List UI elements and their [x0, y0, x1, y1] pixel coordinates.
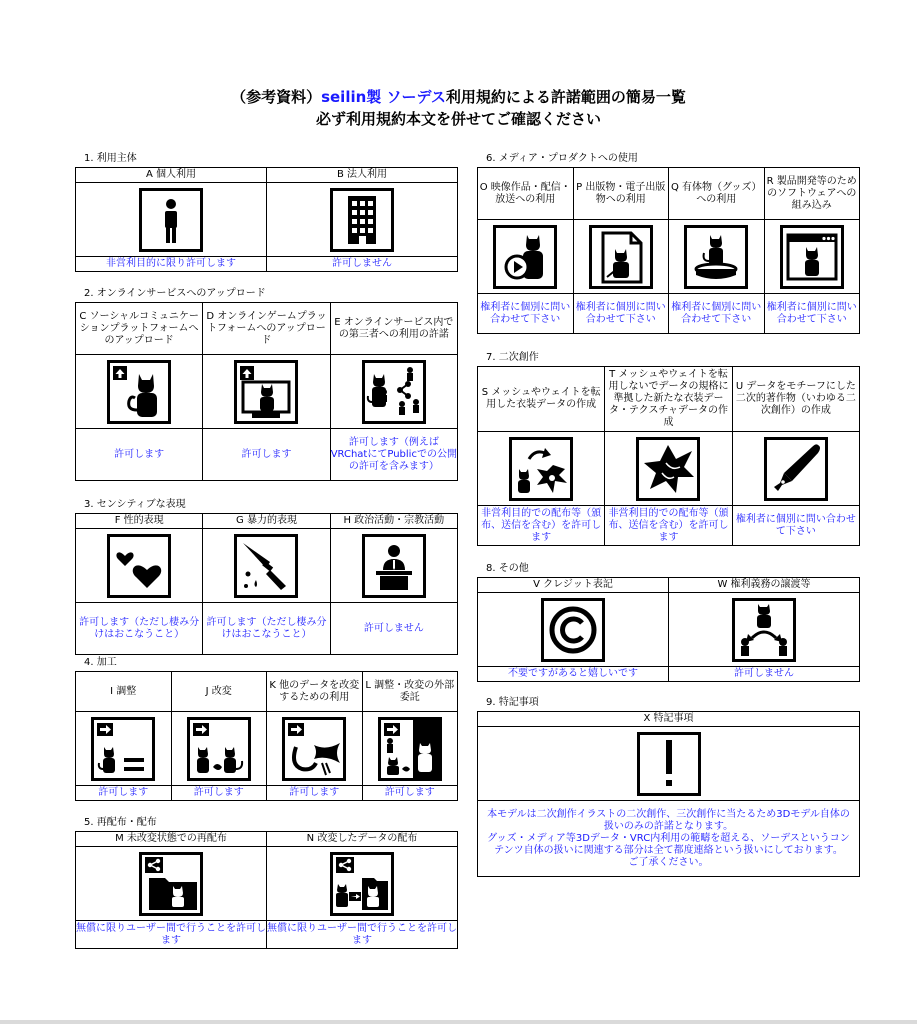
col-header: U データをモチーフにした二次的著作物（いわゆる二次創作）の作成 [732, 367, 859, 432]
section-5-table [75, 831, 458, 949]
answer-text: 許可しません [669, 667, 860, 682]
section-2-table [75, 302, 458, 481]
section-8-table [477, 577, 860, 682]
upload-social-icon [107, 360, 171, 424]
col-header: J 改変 [171, 672, 267, 712]
section-9-table [477, 711, 860, 877]
answer-text: 許可しません [330, 603, 457, 655]
building-icon [330, 188, 394, 252]
answer-text: 許可します [171, 786, 267, 801]
section-5-heading: 5. 再配布・配布 [84, 817, 157, 828]
col-header: P 出版物・電子出版物への利用 [573, 168, 669, 220]
col-header: O 映像作品・配信・放送への利用 [478, 168, 574, 220]
answer-text: 許可します [362, 786, 458, 801]
person-icon [139, 188, 203, 252]
special-notes [478, 801, 860, 877]
answer-text: 権利者に個別に問い合わせて下さい [573, 294, 669, 334]
answer-text: 無償に限りユーザー間で行うことを許可します [76, 921, 267, 949]
answer-text: 許可します（ただし棲み分けはおこなうこと） [203, 603, 330, 655]
section-7-heading: 7. 二次創作 [486, 352, 539, 363]
col-header: B 法人利用 [267, 168, 458, 183]
col-header: M 未改変状態での再配布 [76, 832, 267, 847]
brand-name: seilin製 ソーデス [321, 88, 446, 106]
answer-text: 非営利目的での配布等（頒布、送信を含む）を許可します [478, 506, 605, 546]
answer-text: 不要ですがあると嬉しいです [478, 667, 669, 682]
new-costume-icon [636, 437, 700, 501]
col-header: R 製品開発等のためのソフトウェアへの組み込み [764, 168, 860, 220]
col-header: A 個人利用 [76, 168, 267, 183]
page-subtitle: 必ず利用規約本文を併せてご確認ください [315, 110, 601, 128]
section-4-table [75, 671, 458, 801]
col-header: T メッシュやウェイトを転用しないでデータの規格に準拠した新たな衣装データ・テクスチャデータの作成 [605, 367, 732, 432]
publication-icon [589, 225, 653, 289]
col-header: H 政治活動・宗教活動 [330, 514, 457, 529]
software-window-icon [780, 225, 844, 289]
section-6-table [477, 167, 860, 334]
modify-icon [187, 717, 251, 781]
title-prefix: （参考資料） [231, 88, 322, 106]
answer-text: 無償に限りユーザー間で行うことを許可します [267, 921, 458, 949]
knife-icon [234, 534, 298, 598]
section-8-heading: 8. その他 [486, 563, 529, 574]
col-header: C ソーシャルコミュニケーションプラットフォームへのアップロード [76, 303, 203, 355]
section-7-table [477, 366, 860, 546]
section-4-heading: 4. 加工 [84, 657, 117, 668]
section-6-heading: 6. メディア・プロダクトへの使用 [486, 153, 638, 164]
upload-game-icon [234, 360, 298, 424]
section-1-heading: 1. 利用主体 [84, 153, 137, 164]
bottom-scrollbar [0, 1020, 917, 1024]
answer-text: 権利者に個別に問い合わせて下さい [478, 294, 574, 334]
share-folder-icon [139, 852, 203, 916]
col-header: S メッシュやウェイトを転用した衣装データの作成 [478, 367, 605, 432]
col-header: V クレジット表記 [478, 578, 669, 593]
col-header: I 調整 [76, 672, 172, 712]
tail-icon [282, 717, 346, 781]
answer-text: 非営利目的での配布等（頒布、送信を含む）を許可します [605, 506, 732, 546]
answer-text: 権利者に個別に問い合わせて下さい [732, 506, 859, 546]
col-header: L 調整・改変の外部委託 [362, 672, 458, 712]
video-play-icon [493, 225, 557, 289]
col-header: G 暴力的表現 [203, 514, 330, 529]
page-title [0, 86, 917, 109]
adjust-icon [91, 717, 155, 781]
figure-goods-icon [684, 225, 748, 289]
section-3-table [75, 513, 458, 655]
section-1-table [75, 167, 458, 272]
note-line: ご了承ください。 [628, 856, 709, 868]
section-9-heading: 9. 特記事項 [486, 697, 539, 708]
answer-text: 権利者に個別に問い合わせて下さい [669, 294, 765, 334]
hearts-icon [107, 534, 171, 598]
speaker-podium-icon [362, 534, 426, 598]
section-3-heading: 3. センシティブな表現 [84, 499, 186, 510]
answer-text: 許可します [76, 786, 172, 801]
answer-text: 許可します（ただし棲み分けはおこなうこと） [76, 603, 203, 655]
col-header: D オンラインゲームプラットフォームへのアップロード [203, 303, 330, 355]
answer-text: 許可します [203, 429, 330, 481]
note-line: グッズ・メディア等3Dデータ・VRC内利用の範疇を超える、ソーデスというコンテンツ自体の扱いに関連する部分は全て都度連絡という扱いにしております。 [487, 832, 850, 856]
answer-text: 非営利目的に限り許可します [76, 257, 267, 272]
exclamation-icon [637, 732, 701, 796]
note-line: 本モデルは二次創作イラストの二次創作、三次創作に当たるため3Dモデル自体の扱いのみの許諾となります。 [487, 808, 850, 832]
answer-text: 許可します [267, 786, 363, 801]
transfer-rights-icon [732, 598, 796, 662]
share-modified-icon [330, 852, 394, 916]
title-suffix: 利用規約による許諾範囲の簡易一覧 [445, 88, 686, 106]
col-header: E オンラインサービス内での第三者への利用の許諾 [330, 303, 457, 355]
share-third-party-icon [362, 360, 426, 424]
answer-text: 許可しません [267, 257, 458, 272]
answer-text: 許可します [76, 429, 203, 481]
outsource-icon [378, 717, 442, 781]
col-header: F 性的表現 [76, 514, 203, 529]
col-header: Q 有体物（グッズ）への利用 [669, 168, 765, 220]
col-header: W 権利義務の譲渡等 [669, 578, 860, 593]
col-header: N 改変したデータの配布 [267, 832, 458, 847]
col-header: K 他のデータを改変するための利用 [267, 672, 363, 712]
copyright-icon [541, 598, 605, 662]
costume-transfer-icon [509, 437, 573, 501]
answer-text: 権利者に個別に問い合わせて下さい [764, 294, 860, 334]
pen-icon [764, 437, 828, 501]
col-header: X 特記事項 [478, 712, 860, 727]
section-2-heading: 2. オンラインサービスへのアップロード [84, 288, 266, 299]
answer-text: 許可します（例えばVRChatにてPublicでの公開の許可を含みます） [330, 429, 457, 481]
